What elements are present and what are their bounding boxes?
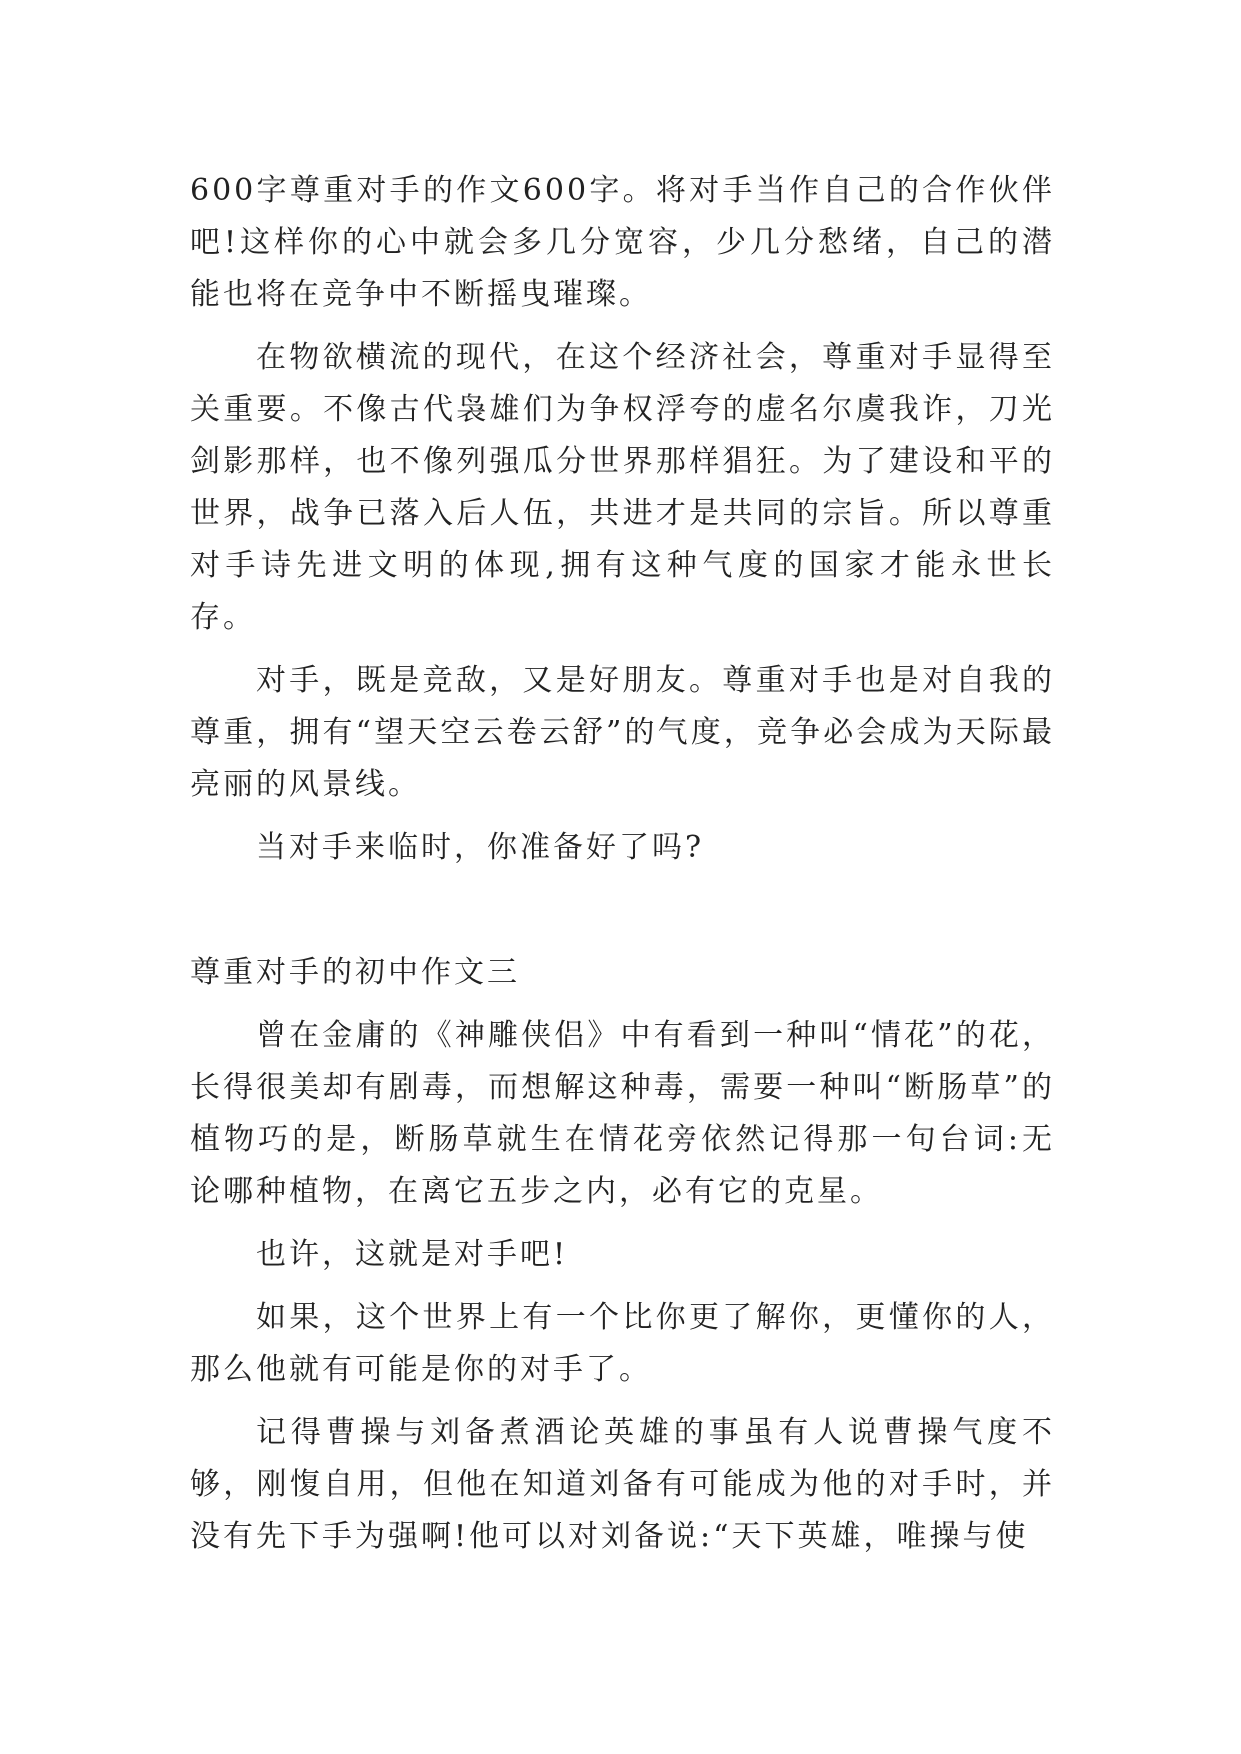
paragraph-question: 当对手来临时，你准备好了吗?: [256, 830, 705, 865]
paragraph-cao-liu: 记得曹操与刘备煮酒论英雄的事虽有人说曹操气度不够，刚愎自用，但他在知道刘备有可能成为他的对手时，并没有先下手为强啊!他可以对刘备说:“天下英雄，唯操与使: [190, 1415, 1055, 1554]
section-title: 尊重对手的初中作文三: [190, 955, 520, 990]
paragraph-intro: 600字尊重对手的作文600字。将对手当作自己的合作伙伴吧!这样你的心中就会多几分宽容，少几分愁绪，自己的潜能也将在竞争中不断摇曳璀璨。: [190, 173, 1055, 312]
paragraph-qinghua: 曾在金庸的《神雕侠侣》中有看到一种叫“情花”的花，长得很美却有剧毒，而想解这种毒，需要一种叫“断肠草”的植物巧的是，断肠草就生在情花旁依然记得那一句台词:无论哪种植物，在离它五步之内，必有它的克星。: [190, 1018, 1055, 1209]
paragraph-opponent-friend: 对手，既是竞敌，又是好朋友。尊重对手也是对自我的尊重，拥有“望天空云卷云舒”的气度，竞争必会成为天际最亮丽的风景线。: [190, 663, 1055, 802]
paragraph-maybe: 也许，这就是对手吧!: [256, 1237, 569, 1272]
paragraph-modern-era: 在物欲横流的现代，在这个经济社会，尊重对手显得至关重要。不像古代袅雄们为争权浮夸的虚名尔虞我诈，刀光剑影那样，也不像列强瓜分世界那样猖狂。为了建设和平的世界，战争已落入后人伍，共进才是共同的宗旨。所以尊重对手诗先进文明的体现,拥有这种气度的国家才能永世长存。: [190, 340, 1055, 635]
section-spacer: [190, 885, 1055, 947]
paragraph-if: 如果，这个世界上有一个比你更了解你，更懂你的人，那么他就有可能是你的对手了。: [190, 1300, 1055, 1387]
document-body: [190, 165, 1055, 1574]
